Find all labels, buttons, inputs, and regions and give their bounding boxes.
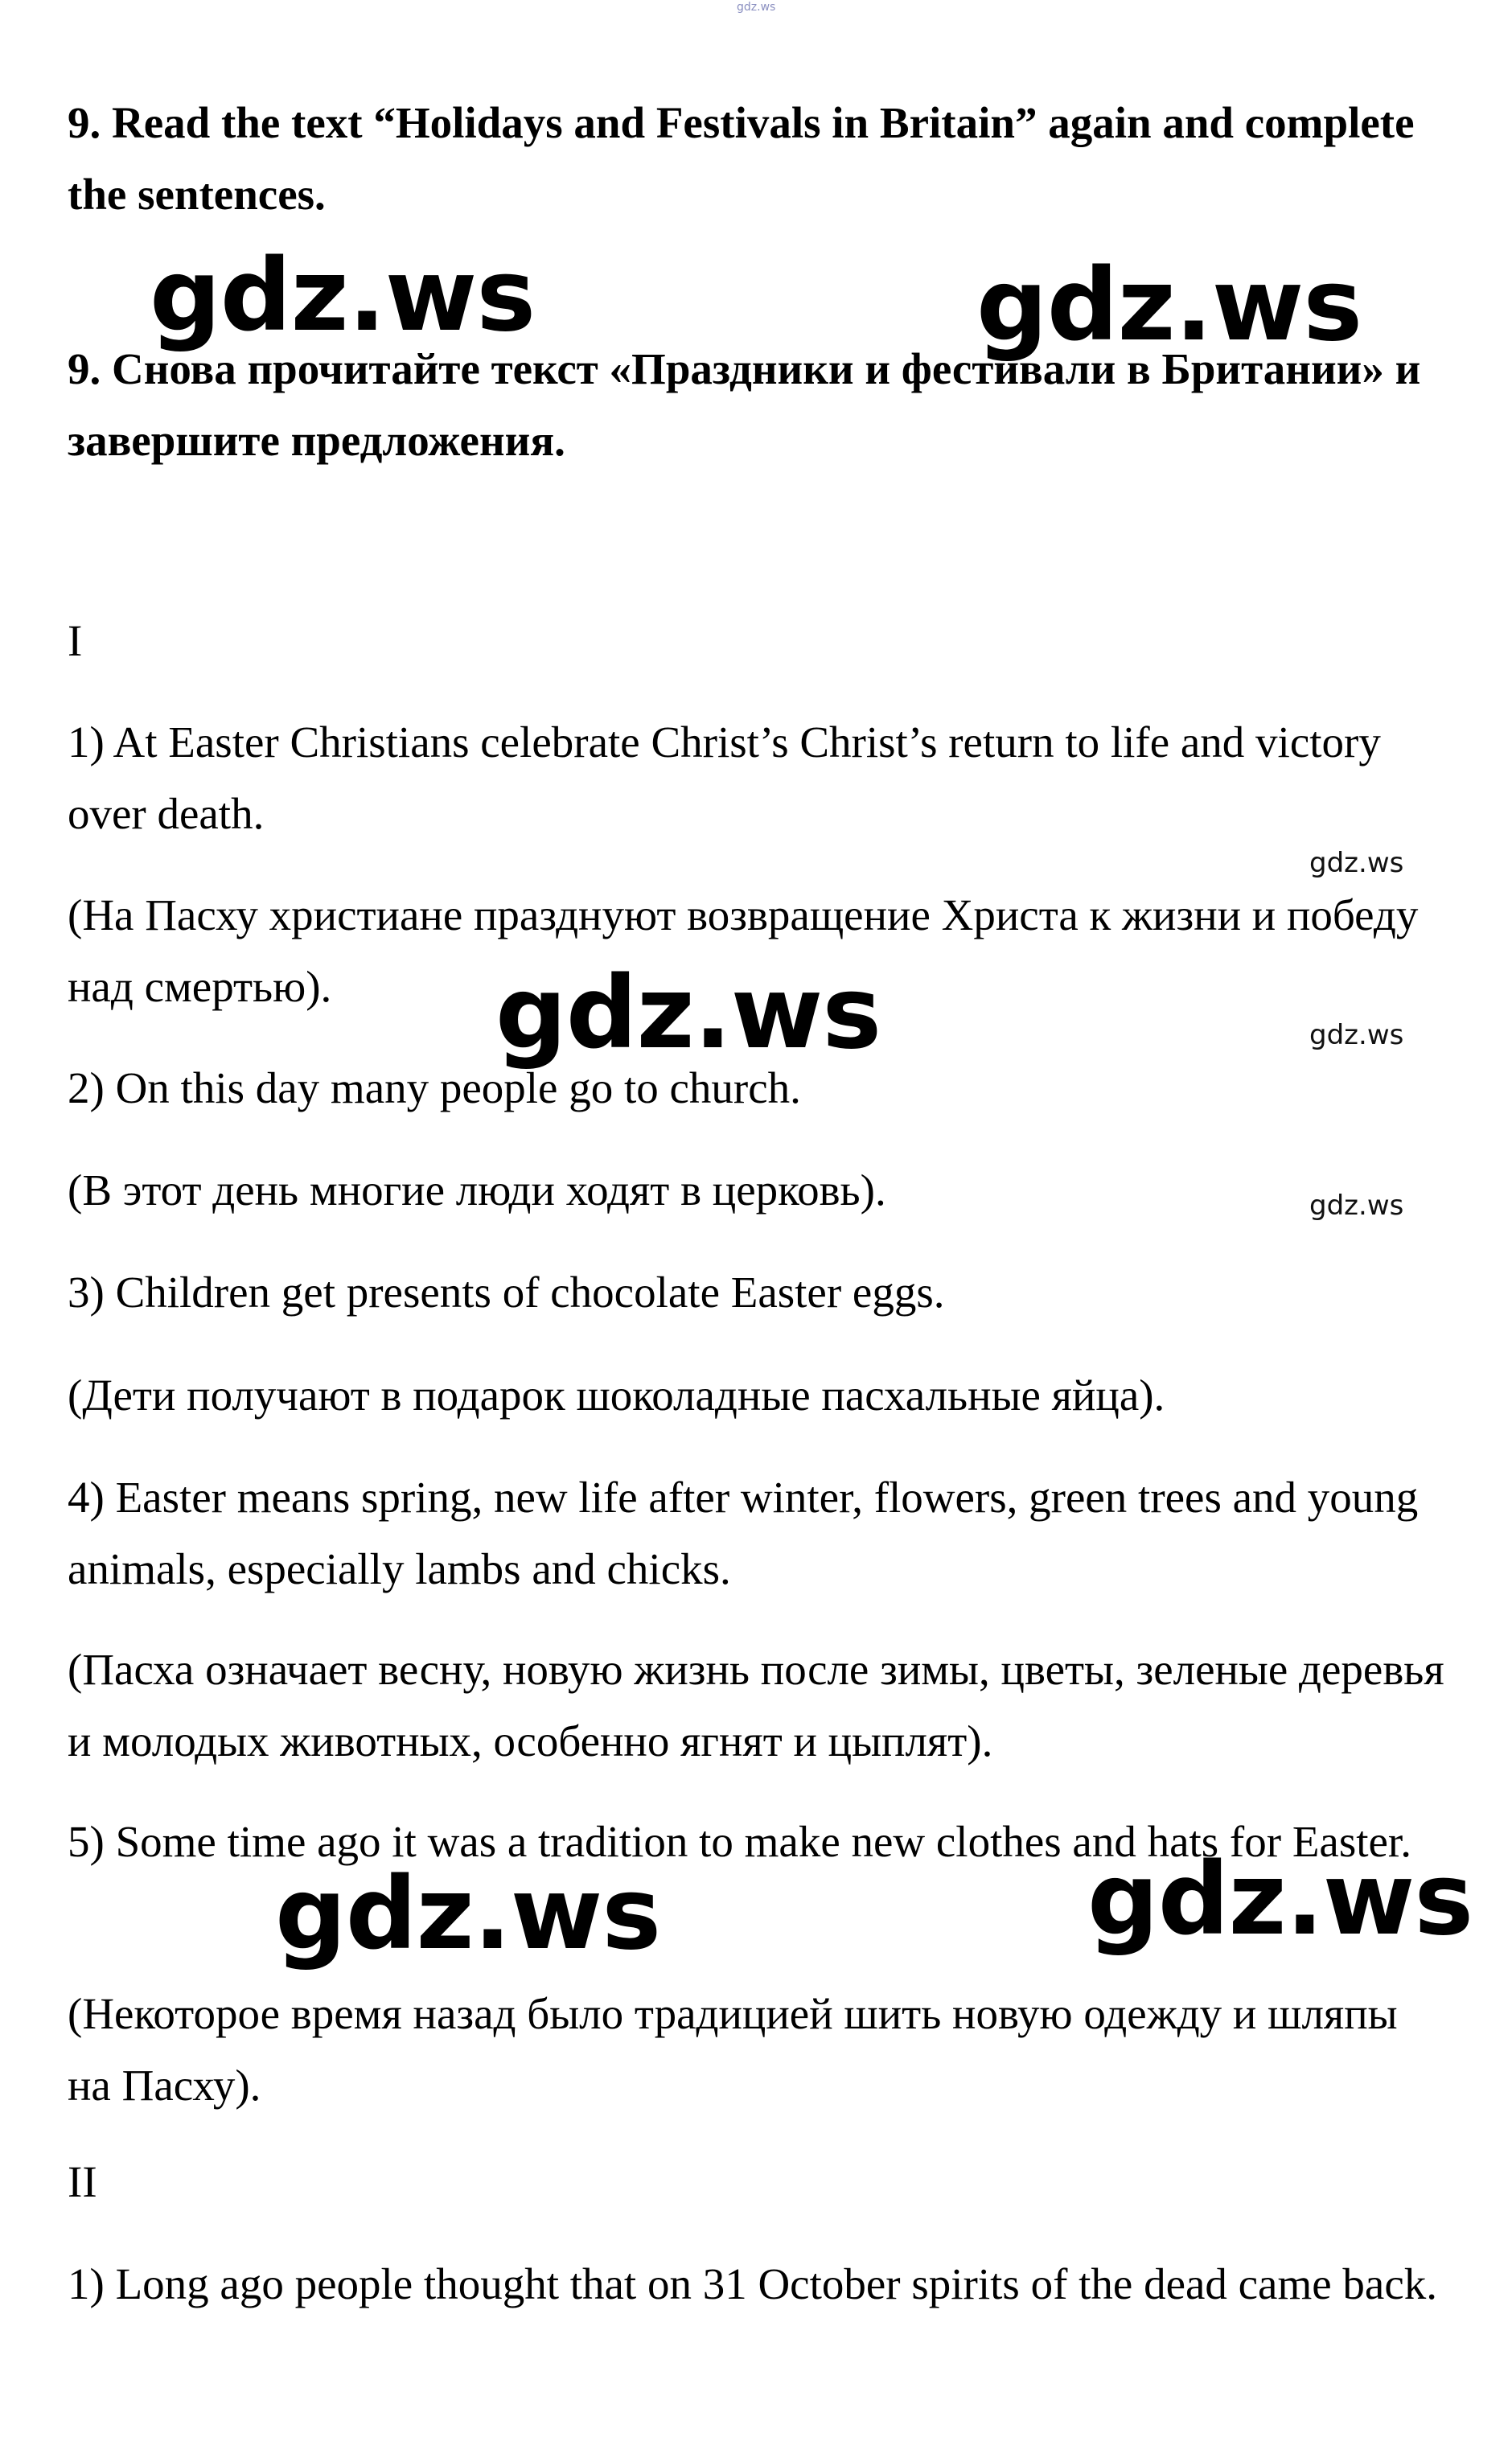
item-3-russian: (Дети получают в подарок шоколадные пасхальные яйца). bbox=[68, 1371, 1165, 1420]
item-4-russian: (Пасха означает весну, новую жизнь после зимы, цветы, зеленые деревья и молодых животных, особенно ягнят и цыплят). bbox=[68, 1645, 1444, 1765]
task-title-english: 9. Read the text “Holidays and Festivals in Britain” again and complete the sentences. bbox=[68, 98, 1415, 219]
watermark-large: gdz.ws bbox=[275, 1856, 661, 1972]
item-5-russian: (Некоторое время назад было традицией шить новую одежду и шляпы на Пасху). bbox=[68, 1989, 1398, 2110]
watermark-small: gdz.ws bbox=[1309, 1019, 1404, 1051]
watermark-small: gdz.ws bbox=[1309, 1190, 1404, 1222]
item-5-english: 5) Some time ago it was a tradition to make new clothes and hats for Easter. bbox=[68, 1817, 1411, 1866]
watermark-large: gdz.ws bbox=[150, 238, 536, 354]
item-4-english: 4) Easter means spring, new life after winter, flowers, green trees and young animals, especially lambs and chicks. bbox=[68, 1473, 1419, 1593]
watermark-large: gdz.ws bbox=[1087, 1842, 1473, 1958]
item-3-english: 3) Children get presents of chocolate Easter eggs. bbox=[68, 1268, 945, 1317]
section-label-1: I bbox=[68, 616, 83, 665]
task-title-russian: 9. Снова прочитайте текст «Праздники и фестивали в Британии» и завершите предложения. bbox=[68, 344, 1421, 465]
watermark-large: gdz.ws bbox=[976, 248, 1362, 364]
item-2-russian: (В этот день многие люди ходят в церковь). bbox=[68, 1165, 886, 1215]
item-2-english: 2) On this day many people go to church. bbox=[68, 1063, 801, 1112]
item-1-russian: (На Пасху христиане празднуют возвращение Христа к жизни и победу над смертью). bbox=[68, 890, 1419, 1011]
section-2-item-1-english: 1) Long ago people thought that on 31 October spirits of the dead came back. bbox=[68, 2259, 1437, 2308]
item-1-english: 1) At Easter Christians celebrate Christ’s Christ’s return to life and victory over death. bbox=[68, 717, 1381, 838]
watermark-small: gdz.ws bbox=[1309, 847, 1404, 879]
watermark-large: gdz.ws bbox=[495, 956, 881, 1071]
section-label-2: II bbox=[68, 2157, 97, 2206]
top-watermark: gdz.ws bbox=[737, 1, 776, 14]
